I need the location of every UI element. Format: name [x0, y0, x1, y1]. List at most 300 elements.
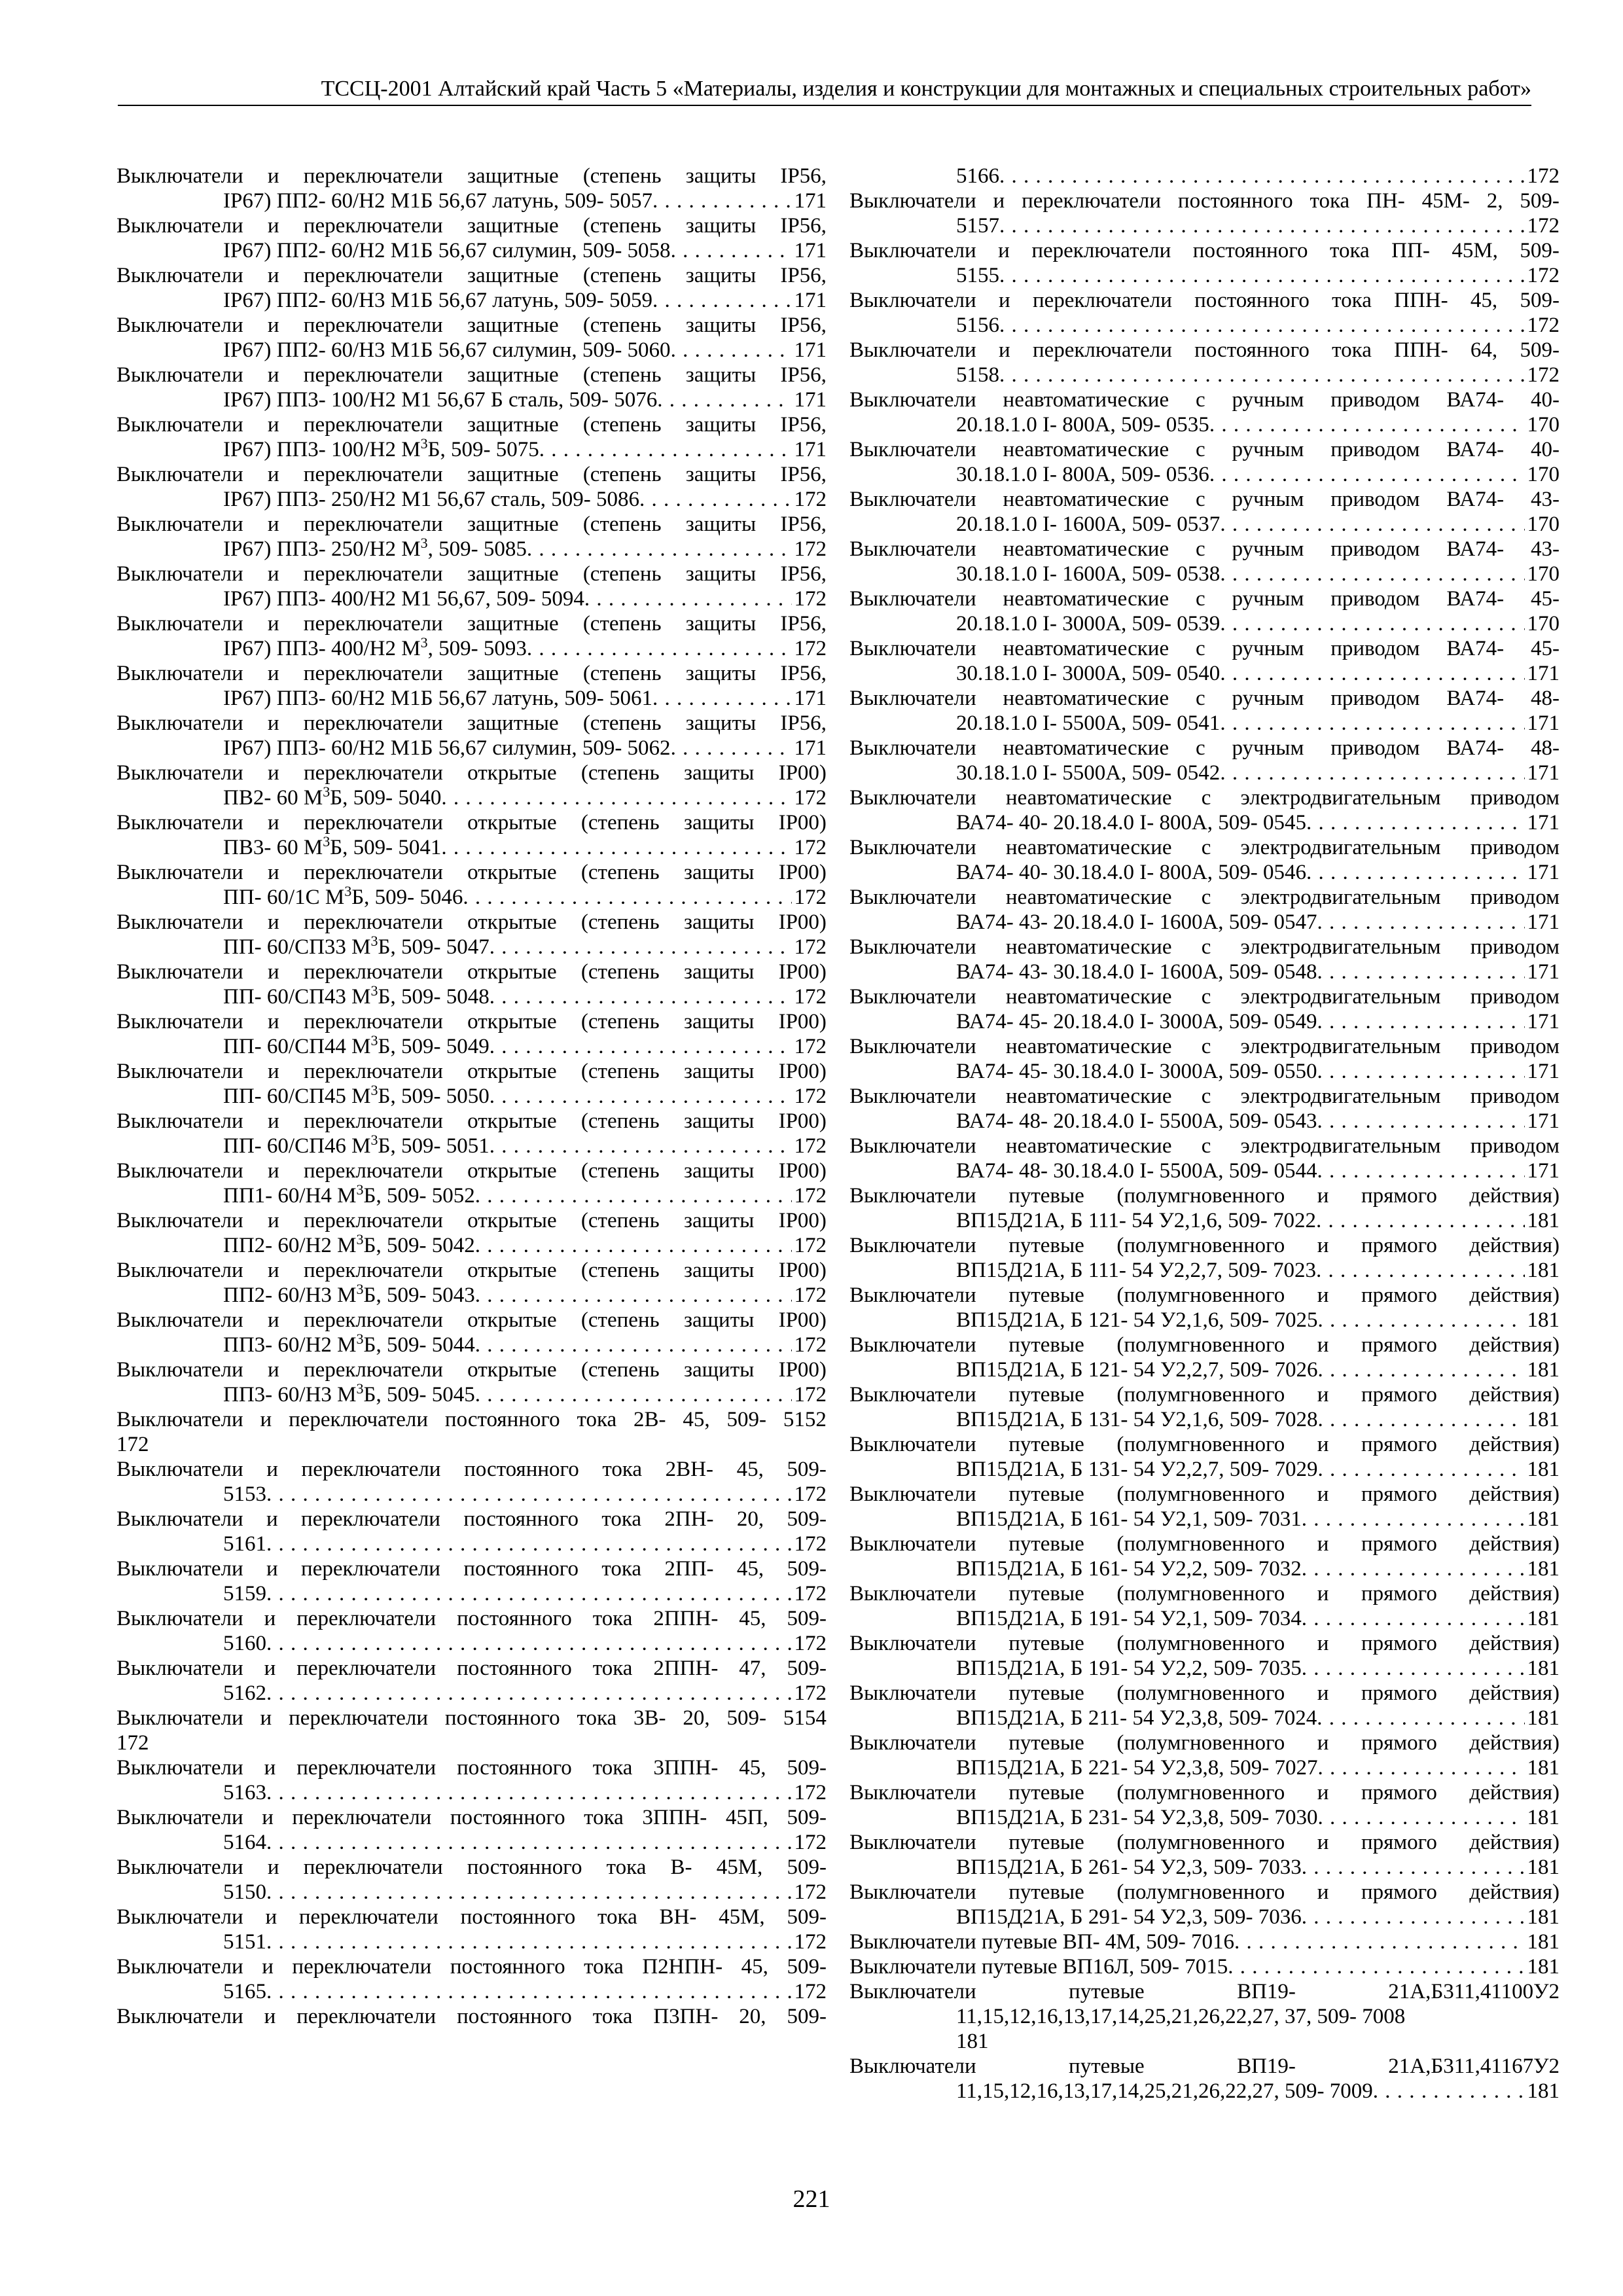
dot-leader — [1220, 512, 1524, 537]
entry-first-line — [849, 1333, 1560, 1357]
index-entry — [849, 1631, 1560, 1681]
entry-word: Выключатели — [849, 1085, 976, 1108]
page-ref: 170 — [1527, 463, 1560, 486]
entry-word: переключатели — [301, 1507, 440, 1531]
entry-word: Выключатели — [849, 1035, 976, 1058]
entry-word: Выключатели — [116, 264, 243, 287]
entry-first-line — [116, 1606, 827, 1631]
index-entry — [116, 1905, 827, 1954]
entry-word: и — [998, 289, 1010, 312]
entry-continuation-line — [116, 1631, 827, 1656]
entry-word: IP00) — [778, 1060, 827, 1083]
entry-word: переключатели — [301, 1557, 440, 1581]
entry-text-part: Б, 509- 5049 — [378, 1035, 490, 1058]
entry-word: 2В- — [633, 1408, 666, 1431]
index-entry — [849, 1830, 1560, 1880]
entry-continuation-line — [116, 1681, 827, 1706]
entry-word: прямого — [1361, 1482, 1437, 1506]
index-entry — [116, 611, 827, 661]
entry-text-part: ПП1- 60/Н4 М — [223, 1184, 357, 1208]
page-ref: 171 — [1527, 1010, 1560, 1033]
page-ref: 172 — [794, 1482, 827, 1506]
entry-word: 509- — [787, 1657, 827, 1680]
entry-first-line — [116, 1009, 827, 1034]
entry-continuation-line — [849, 1805, 1560, 1830]
entry-word: Выключатели — [116, 1756, 243, 1780]
page-ref: 172 — [1527, 264, 1560, 287]
entry-first-line — [116, 462, 827, 487]
entry-word: 509- — [787, 1607, 827, 1630]
entry-first-line — [849, 1084, 1560, 1109]
entry-word: 2ППН- — [653, 1657, 719, 1680]
entry-word: прямого — [1361, 1234, 1437, 1257]
entry-continuation-line — [116, 636, 827, 661]
dot-leader — [266, 1880, 792, 1905]
entry-word: 509- — [787, 1458, 827, 1481]
entry-word: неавтоматические — [1003, 637, 1169, 660]
entry-word: 2ПН- — [664, 1507, 714, 1531]
index-entry — [849, 288, 1560, 338]
entry-word: защитные — [467, 463, 559, 486]
entry-word: IP00) — [778, 1209, 827, 1232]
dot-leader — [490, 1034, 792, 1059]
dot-leader — [671, 338, 792, 363]
entry-text — [116, 1656, 827, 1681]
entry-word: постоянного — [457, 1607, 572, 1630]
page-ref: 172 — [1527, 363, 1560, 387]
entry-word: приводом — [1330, 687, 1420, 710]
entry-word: тока — [584, 1806, 624, 1829]
entry-text-part: Б, 509- 5046 — [351, 886, 463, 909]
entry-text: IP67) ПП3- 100/Н2 М1 56,67 Б сталь, 509- 5076 — [223, 388, 658, 412]
entry-word: (полумгновенного — [1116, 1582, 1285, 1605]
entry-word: с — [1201, 836, 1211, 859]
entry-word: переключатели — [303, 1109, 443, 1133]
dot-leader — [1302, 1855, 1525, 1880]
entry-text — [849, 288, 1560, 313]
entry-word: защиты — [685, 612, 757, 636]
dot-leader — [1302, 1606, 1525, 1631]
entry-word: и — [1317, 1184, 1329, 1208]
entry-word: защиты — [683, 960, 755, 984]
entry-text — [849, 1233, 1560, 1258]
page-ref: 172 — [794, 1632, 827, 1655]
page-ref: 171 — [794, 289, 827, 312]
entry-first-line — [116, 661, 827, 686]
entry-word: ВА74- — [1446, 587, 1505, 611]
entry-text — [223, 1382, 475, 1407]
entry-text — [116, 462, 827, 487]
entry-continuation-line — [849, 761, 1560, 785]
superscript: 3 — [370, 935, 378, 949]
entry-first-line — [116, 960, 827, 984]
entry-text — [849, 1482, 1560, 1507]
entry-first-line — [116, 1059, 827, 1084]
entry-word: действия) — [1469, 1880, 1560, 1904]
entry-word: 45, — [1470, 289, 1498, 312]
entry-text — [116, 2004, 827, 2029]
entry-text — [116, 1158, 827, 1183]
entry-word: 509- — [1520, 338, 1560, 362]
index-entry — [116, 562, 827, 611]
entry-word: Выключатели — [116, 562, 243, 586]
entry-text: 5158 — [956, 363, 999, 387]
entry-word: действия) — [1469, 1383, 1560, 1407]
entry-word: открытые — [467, 811, 557, 834]
entry-first-line — [849, 1432, 1560, 1457]
entry-text-part: Б, 509- 5044 — [363, 1333, 475, 1357]
index-entry — [116, 1059, 827, 1109]
index-entry — [116, 1507, 827, 1556]
entry-continuation-line — [849, 1009, 1560, 1034]
entry-first-line — [849, 1034, 1560, 1059]
index-entry — [849, 1333, 1560, 1382]
entry-word: постоянного — [467, 1856, 582, 1879]
entry-first-line — [116, 1556, 827, 1581]
entry-word: (степень — [582, 314, 662, 337]
entry-word: путевые — [1008, 1731, 1084, 1755]
entry-continuation-line — [849, 313, 1560, 338]
entry-text: 20.18.1.0 I- 3000А, 509- 0539 — [956, 612, 1221, 636]
entry-word: защиты — [685, 512, 757, 536]
entry-word: IP56, — [780, 512, 827, 536]
entry-word: и — [267, 1358, 279, 1382]
entry-word: Выключатели — [849, 786, 976, 810]
index-entry — [849, 736, 1560, 785]
entry-word: постоянного — [444, 1706, 560, 1730]
entry-continuation-line — [849, 611, 1560, 636]
entry-text — [223, 1084, 490, 1109]
entry-word: Выключатели — [116, 214, 243, 238]
entry-text — [849, 736, 1560, 761]
entry-word: открытые — [467, 1308, 557, 1332]
entry-word: Выключатели — [849, 239, 976, 262]
dot-leader — [999, 313, 1525, 338]
dot-leader — [266, 1532, 792, 1556]
entry-word: переключатели — [296, 2005, 437, 2028]
entry-word: 3ППН- — [642, 1806, 707, 1829]
page-ref: 172 — [794, 1930, 827, 1954]
entry-word: с — [1195, 736, 1205, 760]
entry-word: переключатели — [303, 711, 443, 735]
entry-word: переключатели — [296, 1756, 437, 1780]
entry-text — [116, 960, 827, 984]
index-entry — [116, 1258, 827, 1308]
entry-single-line — [849, 1929, 1560, 1954]
index-entry — [116, 1308, 827, 1357]
entry-word: переключатели — [296, 1607, 437, 1630]
entry-word: 45М, — [1452, 239, 1498, 262]
entry-word: электродвигательным — [1240, 886, 1441, 909]
entry-word: с — [1195, 488, 1205, 511]
entry-text: 5157 — [956, 214, 999, 238]
entry-word: Выключатели — [849, 935, 976, 959]
entry-word: путевые — [1008, 1383, 1084, 1407]
entry-word: неавтоматические — [1005, 935, 1172, 959]
entry-word: (степень — [580, 1209, 660, 1232]
entry-word: 509- — [726, 1706, 767, 1730]
entry-word: Выключатели — [849, 1681, 976, 1705]
dot-leader — [1220, 761, 1524, 785]
entry-word: защиты — [683, 1358, 755, 1382]
entry-word: и — [267, 214, 279, 238]
entry-word: Выключатели — [116, 1458, 243, 1481]
entry-continuation-line — [849, 164, 1560, 188]
entry-word: 20, — [736, 1507, 764, 1531]
entry-word: и — [265, 1905, 277, 1929]
entry-word: ручным — [1232, 438, 1304, 461]
index-entry — [116, 1954, 827, 2004]
entry-word: 48- — [1530, 736, 1560, 760]
entry-word: переключатели — [1031, 239, 1171, 262]
entry-word: переключатели — [303, 861, 443, 884]
entry-word: приводом — [1330, 587, 1420, 611]
entry-first-line — [849, 1134, 1560, 1158]
entry-first-line — [116, 860, 827, 885]
entry-word: (полумгновенного — [1116, 1482, 1285, 1506]
entry-word: тока — [601, 1507, 642, 1531]
entry-word: В- — [670, 1856, 692, 1879]
entry-text — [223, 885, 463, 910]
entry-word: (степень — [582, 612, 662, 636]
entry-text: 30.18.1.0 I- 800А, 509- 0536 — [956, 463, 1209, 486]
entry-word: Выключатели — [116, 1358, 243, 1382]
entry-word: и — [1317, 1234, 1329, 1257]
entry-word: путевые — [1008, 1831, 1084, 1854]
page-ref: 171 — [794, 438, 827, 461]
entry-word: и — [267, 910, 279, 934]
entry-word: приводом — [1470, 886, 1560, 909]
entry-text: IP67) ПП3- 250/Н2 М1 56,67 сталь, 509- 5086 — [223, 488, 639, 511]
index-entry — [116, 1407, 827, 1457]
dot-leader — [539, 437, 792, 462]
entry-word: (полумгновенного — [1116, 1433, 1285, 1456]
entry-text — [223, 437, 539, 462]
entry-word: и — [1317, 1383, 1329, 1407]
superscript: 3 — [356, 1233, 364, 1247]
entry-word: (степень — [580, 1159, 660, 1183]
entry-word: с — [1195, 587, 1205, 611]
index-entry — [116, 860, 827, 910]
entry-word: защитные — [467, 314, 559, 337]
page-ref: 181 — [1527, 1209, 1560, 1232]
dot-leader — [475, 1183, 792, 1208]
entry-word: путевые — [1008, 1632, 1084, 1655]
entry-word: переключатели — [303, 910, 443, 934]
page-ref: 181 — [1527, 1308, 1560, 1332]
entry-continuation-line — [116, 1979, 827, 2004]
entry-text — [116, 263, 827, 288]
entry-text: 5150 — [223, 1880, 266, 1904]
entry-text — [116, 1109, 827, 1134]
entry-word: IP00) — [778, 1010, 827, 1033]
entry-word: Выключатели — [849, 1880, 976, 1904]
dot-leader — [266, 1482, 792, 1507]
entry-word: защиты — [685, 164, 757, 188]
entry-word: и — [267, 562, 279, 586]
page-ref: 172 — [1527, 164, 1560, 188]
entry-word: Выключатели — [116, 1607, 243, 1630]
entry-word: 43- — [1530, 488, 1560, 511]
entry-word: Выключатели — [849, 438, 976, 461]
page-ref: 171 — [1527, 1159, 1560, 1183]
entry-word: 45, — [741, 1955, 768, 1979]
entry-word: ВП19- — [1237, 1980, 1296, 2003]
entry-first-line — [116, 1805, 827, 1830]
entry-text — [116, 1556, 827, 1581]
entry-text — [116, 611, 827, 636]
entry-word: переключатели — [303, 662, 443, 685]
entry-word: приводом — [1330, 736, 1420, 760]
entry-word: переключатели — [301, 1458, 441, 1481]
index-entry — [849, 1929, 1560, 1954]
entry-word: прямого — [1361, 1831, 1437, 1854]
index-entry — [116, 1208, 827, 1258]
dot-leader — [639, 487, 792, 512]
entry-continuation-line — [849, 1109, 1560, 1134]
dot-leader — [1306, 810, 1524, 835]
entry-text — [116, 164, 827, 188]
index-entry — [116, 1357, 827, 1407]
entry-first-line — [849, 288, 1560, 313]
entry-text — [223, 984, 490, 1009]
entry-text — [849, 636, 1560, 661]
entry-word: тока — [602, 1458, 643, 1481]
entry-text: ВП15Д21А, Б 261- 54 У2,3, 509- 7033 — [956, 1856, 1302, 1879]
entry-text — [223, 1233, 475, 1258]
index-entry — [849, 1283, 1560, 1333]
entry-word: неавтоматические — [1003, 587, 1169, 611]
page-ref: 171 — [794, 388, 827, 412]
entry-continuation-line — [849, 462, 1560, 487]
entry-first-line — [116, 2004, 827, 2029]
entry-text — [849, 338, 1560, 363]
entry-word: Выключатели — [116, 1806, 243, 1829]
entry-word: и — [267, 861, 279, 884]
entry-word: 20, — [739, 2005, 766, 2028]
entry-continuation-line — [116, 537, 827, 562]
page-ref: 181 — [1527, 1905, 1560, 1929]
entry-word: переключатели — [292, 1955, 432, 1979]
page-ref: 181 — [1527, 1358, 1560, 1382]
index-entry — [849, 1084, 1560, 1134]
entry-word: IP00) — [778, 1109, 827, 1133]
entry-word: переключатели — [296, 1657, 437, 1680]
entry-word: и — [266, 1507, 278, 1531]
entry-text: ВА74- 43- 30.18.4.0 I- 1600А, 509- 0548 — [956, 960, 1317, 984]
page-ref: 172 — [794, 587, 827, 611]
entry-word: (степень — [582, 562, 662, 586]
entry-word: Выключатели — [849, 1134, 976, 1158]
entry-word: прямого — [1361, 1731, 1437, 1755]
entry-text: IP67) ПП2- 60/Н3 М1Б 56,67 силумин, 509- 5060 — [223, 338, 671, 362]
entry-text — [116, 1208, 827, 1233]
entry-text — [849, 885, 1560, 910]
index-entry — [849, 984, 1560, 1034]
index-entry — [116, 263, 827, 313]
entry-text — [849, 1731, 1560, 1755]
entry-word: Выключатели — [849, 1532, 976, 1556]
entry-text: 5165 — [223, 1980, 266, 2003]
entry-text — [849, 785, 1560, 810]
entry-word: переключатели — [292, 1806, 432, 1829]
entry-word: с — [1195, 388, 1205, 412]
entry-word: 5154 — [783, 1706, 827, 1730]
entry-word: (полумгновенного — [1116, 1532, 1285, 1556]
dot-leader — [999, 164, 1525, 188]
entry-text-part: ПП3- 60/Н2 М — [223, 1333, 357, 1357]
entry-word: Выключатели — [849, 687, 976, 710]
page-ref: 181 — [1527, 1458, 1560, 1481]
dot-leader — [490, 935, 792, 960]
dot-leader — [999, 363, 1525, 387]
entry-text: ВП15Д21А, Б 111- 54 У2,1,6, 509- 7022 — [956, 1209, 1317, 1232]
entry-word: Выключатели — [116, 960, 243, 984]
entry-first-line — [116, 213, 827, 238]
entry-text: IP67) ПП3- 60/Н2 М1Б 56,67 латунь, 509- 5061 — [223, 687, 652, 710]
dot-leader — [584, 586, 792, 611]
entry-word: и — [1317, 1731, 1329, 1755]
page-ref: 171 — [1527, 761, 1560, 785]
entry-word: действия) — [1469, 1532, 1560, 1556]
entry-word: (степень — [580, 1358, 660, 1382]
entry-word: и — [1317, 1880, 1329, 1904]
entry-text — [849, 835, 1560, 860]
page-ref: 172 — [794, 786, 827, 810]
entry-word: переключатели — [1032, 338, 1172, 362]
entry-text — [849, 1880, 1560, 1905]
entry-word: действия) — [1469, 1582, 1560, 1605]
index-entry — [116, 1009, 827, 1059]
entry-continuation-line — [849, 1258, 1560, 1283]
page-ref: 171 — [1527, 811, 1560, 834]
entry-first-line — [849, 885, 1560, 910]
entry-word: и — [267, 1159, 279, 1183]
entry-word: 45П, — [725, 1806, 768, 1829]
entry-word: с — [1195, 438, 1205, 461]
page-ref: 181 — [1527, 1557, 1560, 1581]
entry-word: (степень — [580, 1259, 660, 1282]
entry-word: переключатели — [303, 1308, 443, 1332]
entry-first-line — [849, 1581, 1560, 1606]
entry-text — [849, 1183, 1560, 1208]
page-ref: 172 — [794, 1880, 827, 1904]
superscript: 3 — [356, 1382, 364, 1397]
dot-leader — [1373, 2079, 1525, 2104]
entry-word: ППН- — [1394, 289, 1448, 312]
entry-continuation-line — [116, 1283, 827, 1308]
index-entry — [116, 661, 827, 711]
entry-word: и — [267, 413, 279, 437]
entry-word: Выключатели — [849, 1831, 976, 1854]
entry-word: прямого — [1361, 1433, 1437, 1456]
entry-word: путевые — [1008, 1333, 1084, 1357]
entry-text: ВА74- 48- 20.18.4.0 I- 5500А, 509- 0543 — [956, 1109, 1317, 1133]
entry-first-line — [116, 1357, 827, 1382]
entry-word: 43- — [1530, 537, 1560, 561]
entry-text — [116, 1258, 827, 1283]
entry-word: действия) — [1469, 1632, 1560, 1655]
entry-continuation-line — [849, 1556, 1560, 1581]
index-entry — [849, 1979, 1560, 2054]
entry-word: переключатели — [303, 761, 443, 785]
entry-continuation-line — [849, 1905, 1560, 1929]
dot-leader — [1317, 1457, 1524, 1482]
superscript: 3 — [323, 785, 330, 800]
page-ref: 181 — [1527, 1930, 1560, 1954]
entry-word: 21А,Б311,41167У2 — [1388, 2054, 1560, 2078]
entry-word: электродвигательным — [1240, 1134, 1441, 1158]
